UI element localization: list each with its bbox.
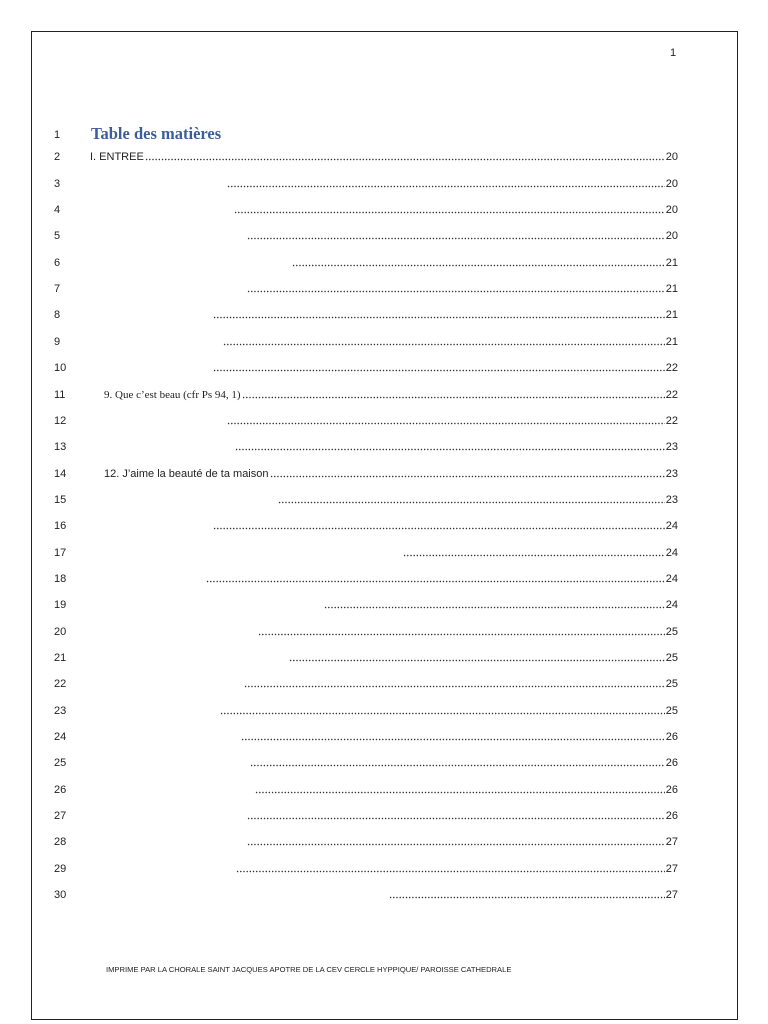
toc-entry[interactable] <box>226 176 678 190</box>
toc-entry[interactable] <box>249 755 678 769</box>
dot-leader <box>403 548 665 557</box>
toc-entry-page: 20 <box>665 178 678 190</box>
toc-entry-page: 24 <box>665 573 678 585</box>
dot-leader <box>247 284 665 293</box>
toc-entry[interactable] <box>90 149 678 163</box>
toc-entry-title: I. ENTREE <box>90 151 144 163</box>
line-number: 30 <box>54 889 67 901</box>
dot-leader <box>250 758 665 767</box>
toc-entry-page: 20 <box>665 204 678 216</box>
line-number: 27 <box>54 810 67 822</box>
line-number: 29 <box>54 863 67 875</box>
line-number: 16 <box>54 520 67 532</box>
toc-entry-page: 22 <box>665 415 678 427</box>
toc-entry-title: 12. J’aime la beauté de ta maison <box>104 468 269 480</box>
toc-entry-page: 24 <box>665 599 678 611</box>
dot-leader <box>270 469 665 478</box>
dot-leader <box>227 416 665 425</box>
toc-entry-page: 25 <box>665 652 678 664</box>
dot-leader <box>244 679 665 688</box>
toc-entry[interactable] <box>234 439 678 453</box>
dot-leader <box>258 627 665 636</box>
toc-entry-page: 27 <box>665 836 678 848</box>
dot-leader <box>213 310 665 319</box>
dot-leader <box>242 390 665 399</box>
toc-entry-page: 26 <box>665 784 678 796</box>
toc-entry[interactable] <box>291 255 678 269</box>
toc-entry[interactable] <box>222 334 678 348</box>
toc-entry[interactable] <box>288 650 678 664</box>
toc-entry[interactable] <box>226 413 678 427</box>
footer-text: IMPRIME PAR LA CHORALE SAINT JACQUES APOTRE DE LA CEV CERCLE HYPPIQUE/ PAROISSE CATHEDRALE <box>106 965 512 974</box>
dot-leader <box>213 521 665 530</box>
line-number: 14 <box>54 468 67 480</box>
line-number: 2 <box>54 151 61 163</box>
toc-entry-page: 24 <box>665 520 678 532</box>
line-number: 7 <box>54 283 61 295</box>
toc-entry[interactable] <box>257 624 678 638</box>
toc-entry[interactable] <box>246 834 678 848</box>
line-number: 4 <box>54 204 61 216</box>
line-number: 5 <box>54 230 61 242</box>
line-number: 13 <box>54 441 67 453</box>
toc-entry-page: 26 <box>665 731 678 743</box>
toc-entry[interactable] <box>388 887 678 901</box>
line-number: 19 <box>54 599 67 611</box>
toc-entry[interactable] <box>104 466 678 480</box>
line-number: 11 <box>54 389 66 401</box>
toc-entry-page: 21 <box>665 283 678 295</box>
toc-entry[interactable] <box>233 202 678 216</box>
toc-entry-page: 26 <box>665 810 678 822</box>
dot-leader <box>213 363 665 372</box>
toc-entry[interactable] <box>104 387 678 401</box>
line-number: 1 <box>54 129 61 141</box>
line-number: 3 <box>54 178 61 190</box>
page-number: 1 <box>670 47 677 59</box>
dot-leader <box>220 706 665 715</box>
line-number: 8 <box>54 309 61 321</box>
toc-entry[interactable] <box>323 597 678 611</box>
toc-entry-page: 27 <box>665 889 678 901</box>
dot-leader <box>247 837 665 846</box>
toc-entry[interactable] <box>277 492 678 506</box>
toc-entry-page: 26 <box>665 757 678 769</box>
toc-entry[interactable] <box>219 703 678 717</box>
toc-entry[interactable] <box>212 307 678 321</box>
line-number: 22 <box>54 678 67 690</box>
line-number: 18 <box>54 573 67 585</box>
toc-entry-page: 23 <box>665 468 678 480</box>
dot-leader <box>324 600 665 609</box>
dot-leader <box>206 574 665 583</box>
dot-leader <box>247 811 665 820</box>
toc-entry[interactable] <box>243 676 678 690</box>
line-number: 25 <box>54 757 67 769</box>
line-number: 26 <box>54 784 67 796</box>
line-number: 9 <box>54 336 61 348</box>
line-number: 12 <box>54 415 67 427</box>
toc-title: Table des matières <box>91 124 222 143</box>
toc-entry[interactable] <box>240 729 678 743</box>
toc-entry-page: 21 <box>665 257 678 269</box>
toc-entry-page: 24 <box>665 547 678 559</box>
dot-leader <box>289 653 665 662</box>
toc-entry-page: 22 <box>665 362 678 374</box>
toc-entry-page: 25 <box>665 678 678 690</box>
dot-leader <box>236 864 665 873</box>
toc-entry[interactable] <box>212 360 678 374</box>
line-number: 15 <box>54 494 67 506</box>
dot-leader <box>247 231 665 240</box>
dot-leader <box>241 732 665 741</box>
toc-entry[interactable] <box>212 518 678 532</box>
line-number: 17 <box>54 547 67 559</box>
toc-entry-page: 22 <box>665 389 678 401</box>
toc-entry-page: 23 <box>665 441 678 453</box>
line-number: 20 <box>54 626 67 638</box>
toc-entry[interactable] <box>246 808 678 822</box>
toc-entry-page: 20 <box>665 230 678 242</box>
line-number: 10 <box>54 362 67 374</box>
toc-entry[interactable] <box>246 281 678 295</box>
line-number: 24 <box>54 731 67 743</box>
toc-entry-page: 21 <box>665 336 678 348</box>
toc-entry-page: 25 <box>665 705 678 717</box>
toc-entry[interactable] <box>402 545 678 559</box>
toc-entry-page: 25 <box>665 626 678 638</box>
dot-leader <box>223 337 665 346</box>
toc-entry-page: 23 <box>665 494 678 506</box>
toc-entry[interactable] <box>246 228 678 242</box>
dot-leader <box>227 179 665 188</box>
dot-leader <box>389 890 665 899</box>
line-number: 21 <box>54 652 67 664</box>
dot-leader <box>145 152 665 161</box>
toc-entry-page: 20 <box>665 151 678 163</box>
toc-entry-title: 9. Que c’est beau (cfr Ps 94, 1) <box>104 389 241 401</box>
dot-leader <box>255 785 665 794</box>
toc-entry[interactable] <box>254 782 678 796</box>
dot-leader <box>235 442 665 451</box>
toc-entry-page: 21 <box>665 309 678 321</box>
line-number: 23 <box>54 705 67 717</box>
dot-leader <box>292 258 665 267</box>
toc-entry[interactable] <box>205 571 678 585</box>
toc-entry[interactable] <box>235 861 678 875</box>
dot-leader <box>234 205 665 214</box>
toc-entry-page: 27 <box>665 863 678 875</box>
line-number: 28 <box>54 836 67 848</box>
dot-leader <box>278 495 665 504</box>
line-number: 6 <box>54 257 61 269</box>
